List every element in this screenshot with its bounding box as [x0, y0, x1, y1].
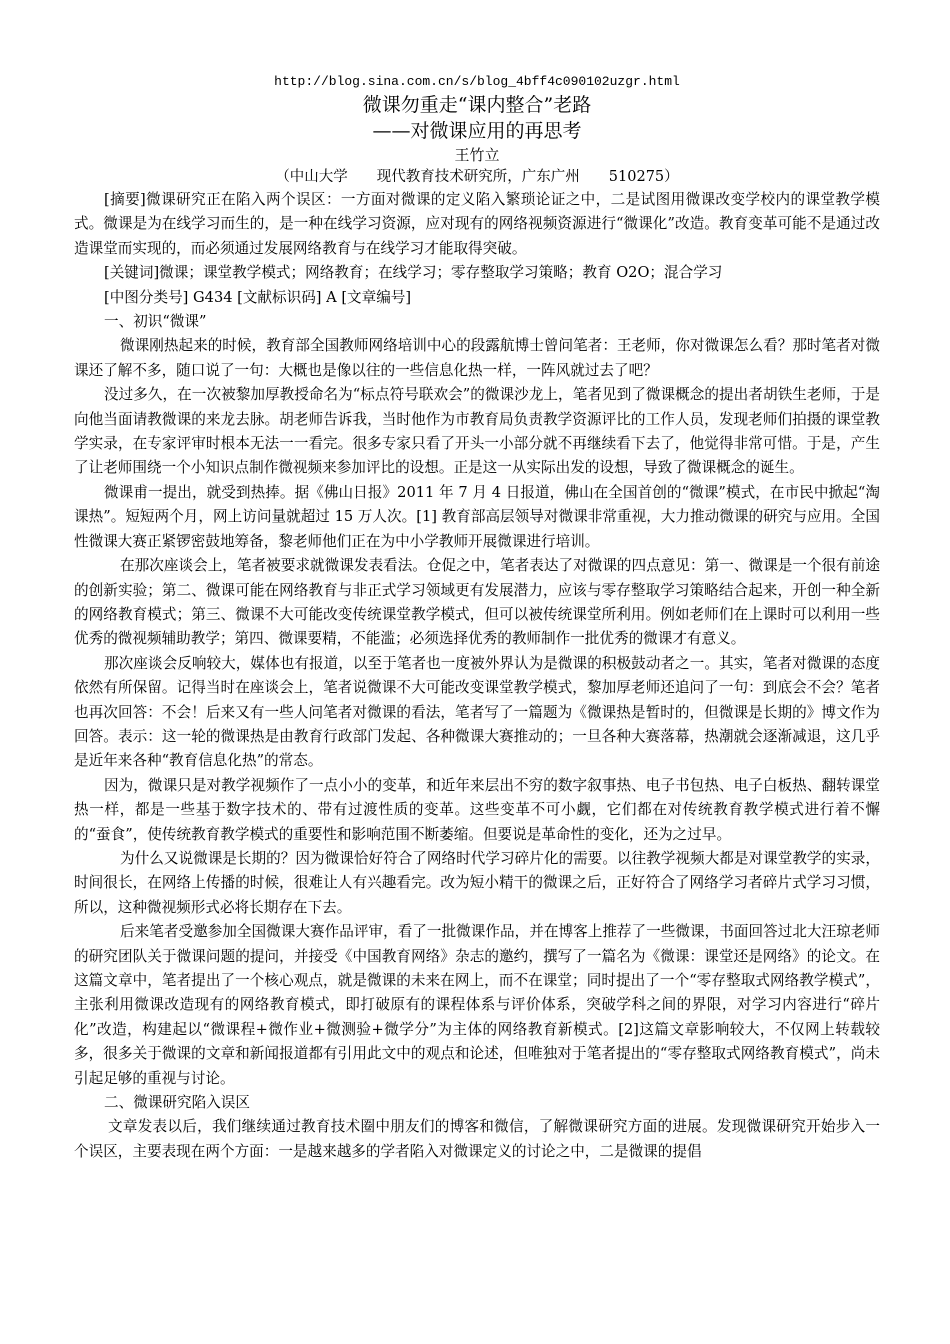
body-paragraph-9: 文章发表以后，我们继续通过教育技术圈中朋友们的博客和微信，了解微课研究方面的进展。发现微课研究开始步入一个误区，主要表现在两个方面：一是越来越多的学者陷入对微课定义的讨论之中，二是微课的提倡 [74, 1118, 880, 1160]
body-paragraph-3: 微课甫一提出，就受到热捧。据《佛山日报》2011 年 7 月 4 日报道，佛山在全国首创的“微课”模式，在市民中掀起“淘课热”。短短两个月，网上访问量就超过 15 万人次。[1] 教育部高层领导对微课非常重视，大力推动微课的研究与应用。全国性微课大赛正紧锣密鼓地筹备，黎老师他们正在为中小学教师开展微课进行培训。 [74, 483, 880, 550]
classification-line: [中图分类号] G434 [文献标识码] A [文章编号] [104, 288, 412, 306]
source-url[interactable]: http://blog.sina.com.cn/s/blog_4bff4c090102uzgr.html [274, 74, 680, 89]
section-heading-2: 二、微课研究陷入误区 [104, 1094, 250, 1112]
document-page [74, 62, 880, 1164]
body-paragraph-4: 在那次座谈会上，笔者被要求就微课发表看法。仓促之中，笔者表达了对微课的四点意见：第一、微课是一个很有前途的创新实验；第二、微课可能在网络教育与非正式学习领域更有发展潜力，应该与零存整取学习策略结合起来，开创一种全新的网络教育模式；第三、微课不大可能改变传统课堂教学模式，但可以被传统课堂所利用。例如老师们在上课时可以利用一些优秀的微视频辅助教学；第四、微课要精，不能滥；必须选择优秀的教师制作一批优秀的微课才有意义。 [74, 557, 880, 648]
body-paragraph-5: 那次座谈会反响较大，媒体也有报道，以至于笔者也一度被外界认为是微课的积极鼓动者之一。其实，笔者对微课的态度依然有所保留。记得当时在座谈会上，笔者说微课不大可能改变课堂教学模式，黎加厚老师还追问了一句：到底会不会？笔者也再次回答：不会！后来又有一些人问笔者对微课的看法，笔者写了一篇题为《微课热是暂时的，但微课是长期的》博文作为回答。表示：这一轮的微课热是由教育行政部门发起、各种微课大赛推动的；一旦各种大赛落幕，热潮就会逐渐减退，这几乎是近年来各种“教育信息化热”的常态。 [74, 654, 880, 770]
section-heading-1: 一、初识“微课” [104, 313, 207, 331]
author-name: 王竹立 [454, 146, 500, 164]
author-affiliation: （中山大学 现代教育技术研究所，广东广州 510275） [275, 169, 679, 185]
body-paragraph-2: 没过多久，在一次被黎加厚教授命名为“标点符号联欢会”的微课沙龙上，笔者见到了微课概念的提出者胡铁生老师，于是向他当面请教微课的来龙去脉。胡老师告诉我，当时他作为市教育局负责教学资源评比的工作人员，发现老师们拍摄的课堂教学实录，在专家评审时根本无法一一看完。很多专家只看了开头一小部分就不再继续看下去了，他觉得非常可惜。于是，产生了让老师围绕一个小知识点制作微视频来参加评比的设想。正是这一从实际出发的设想，导致了微课概念的诞生。 [74, 386, 880, 477]
body-paragraph-6: 因为，微课只是对教学视频作了一点小小的变革，和近年来层出不穷的数字叙事热、电子书包热、电子白板热、翻转课堂热一样，都是一些基于数字技术的、带有过渡性质的变革。这些变革不可小觑，它们都在对传统教育教学模式进行着不懈的“蚕食”，使传统教育教学模式的重要性和影响范围不断萎缩。但要说是革命性的变化，还为之过早。 [74, 776, 880, 843]
body-paragraph-7: 为什么又说微课是长期的？因为微课恰好符合了网络时代学习碎片化的需要。以往教学视频大都是对课堂教学的实录，时间很长，在网络上传播的时候，很难让人有兴趣看完。改为短小精干的微课之后，正好符合了网络学习者碎片式学习习惯，所以，这种微视频形式必将长期存在下去。 [74, 849, 880, 916]
article-title: 微课勿重走“课内整合”老路 [362, 94, 592, 116]
body-paragraph-8: 后来笔者受邀参加全国微课大赛作品评审，看了一批微课作品，并在博客上推荐了一些微课，书面回答过北大汪琼老师的研究团队关于微课问题的提问，并接受《中国教育网络》杂志的邀约，撰写了一篇名为《微课：课堂还是网络》的论文。在这篇文章中，笔者提出了一个核心观点，就是微课的未来在网上，而不在课堂；同时提出了一个“零存整取式网络教学模式”，主张利用微课改造现有的网络教育模式，即打破原有的课程体系与评价体系，突破学科之间的界限，对学习内容进行“碎片化”改造，构建起以“微课程+微作业+微测验+微学分”为主体的网络教育新模式。[2]这篇文章影响较大，不仅网上转载较多，很多关于微课的文章和新闻报道都有引用此文中的观点和论述，但唯独对于笔者提出的“零存整取式网络教育模式”，尚未引起足够的重视与讨论。 [74, 923, 880, 1087]
article-subtitle: ——对微课应用的再思考 [372, 120, 582, 142]
abstract-paragraph: [摘要]微课研究正在陷入两个误区：一方面对微课的定义陷入繁琐论证之中，二是试图用微课改变学校内的课堂教学模式。微课是为在线学习而生的，是一种在线学习资源，应对现有的网络视频资源进行“微课化”改造。教育变革可能不是通过改造课堂而实现的，而必须通过发展网络教育与在线学习才能取得突破。 [74, 191, 880, 257]
body-paragraph-1: 微课刚热起来的时候，教育部全国教师网络培训中心的段露航博士曾问笔者：王老师，你对微课怎么看？那时笔者对微课还了解不多，随口说了一句：大概也是像以往的一些信息化热一样，一阵风就过去了吧？ [74, 337, 880, 379]
keywords-line: [关键词]微课；课堂教学模式；网络教育；在线学习；零存整取学习策略；教育 O2O；混合学习 [104, 264, 723, 282]
